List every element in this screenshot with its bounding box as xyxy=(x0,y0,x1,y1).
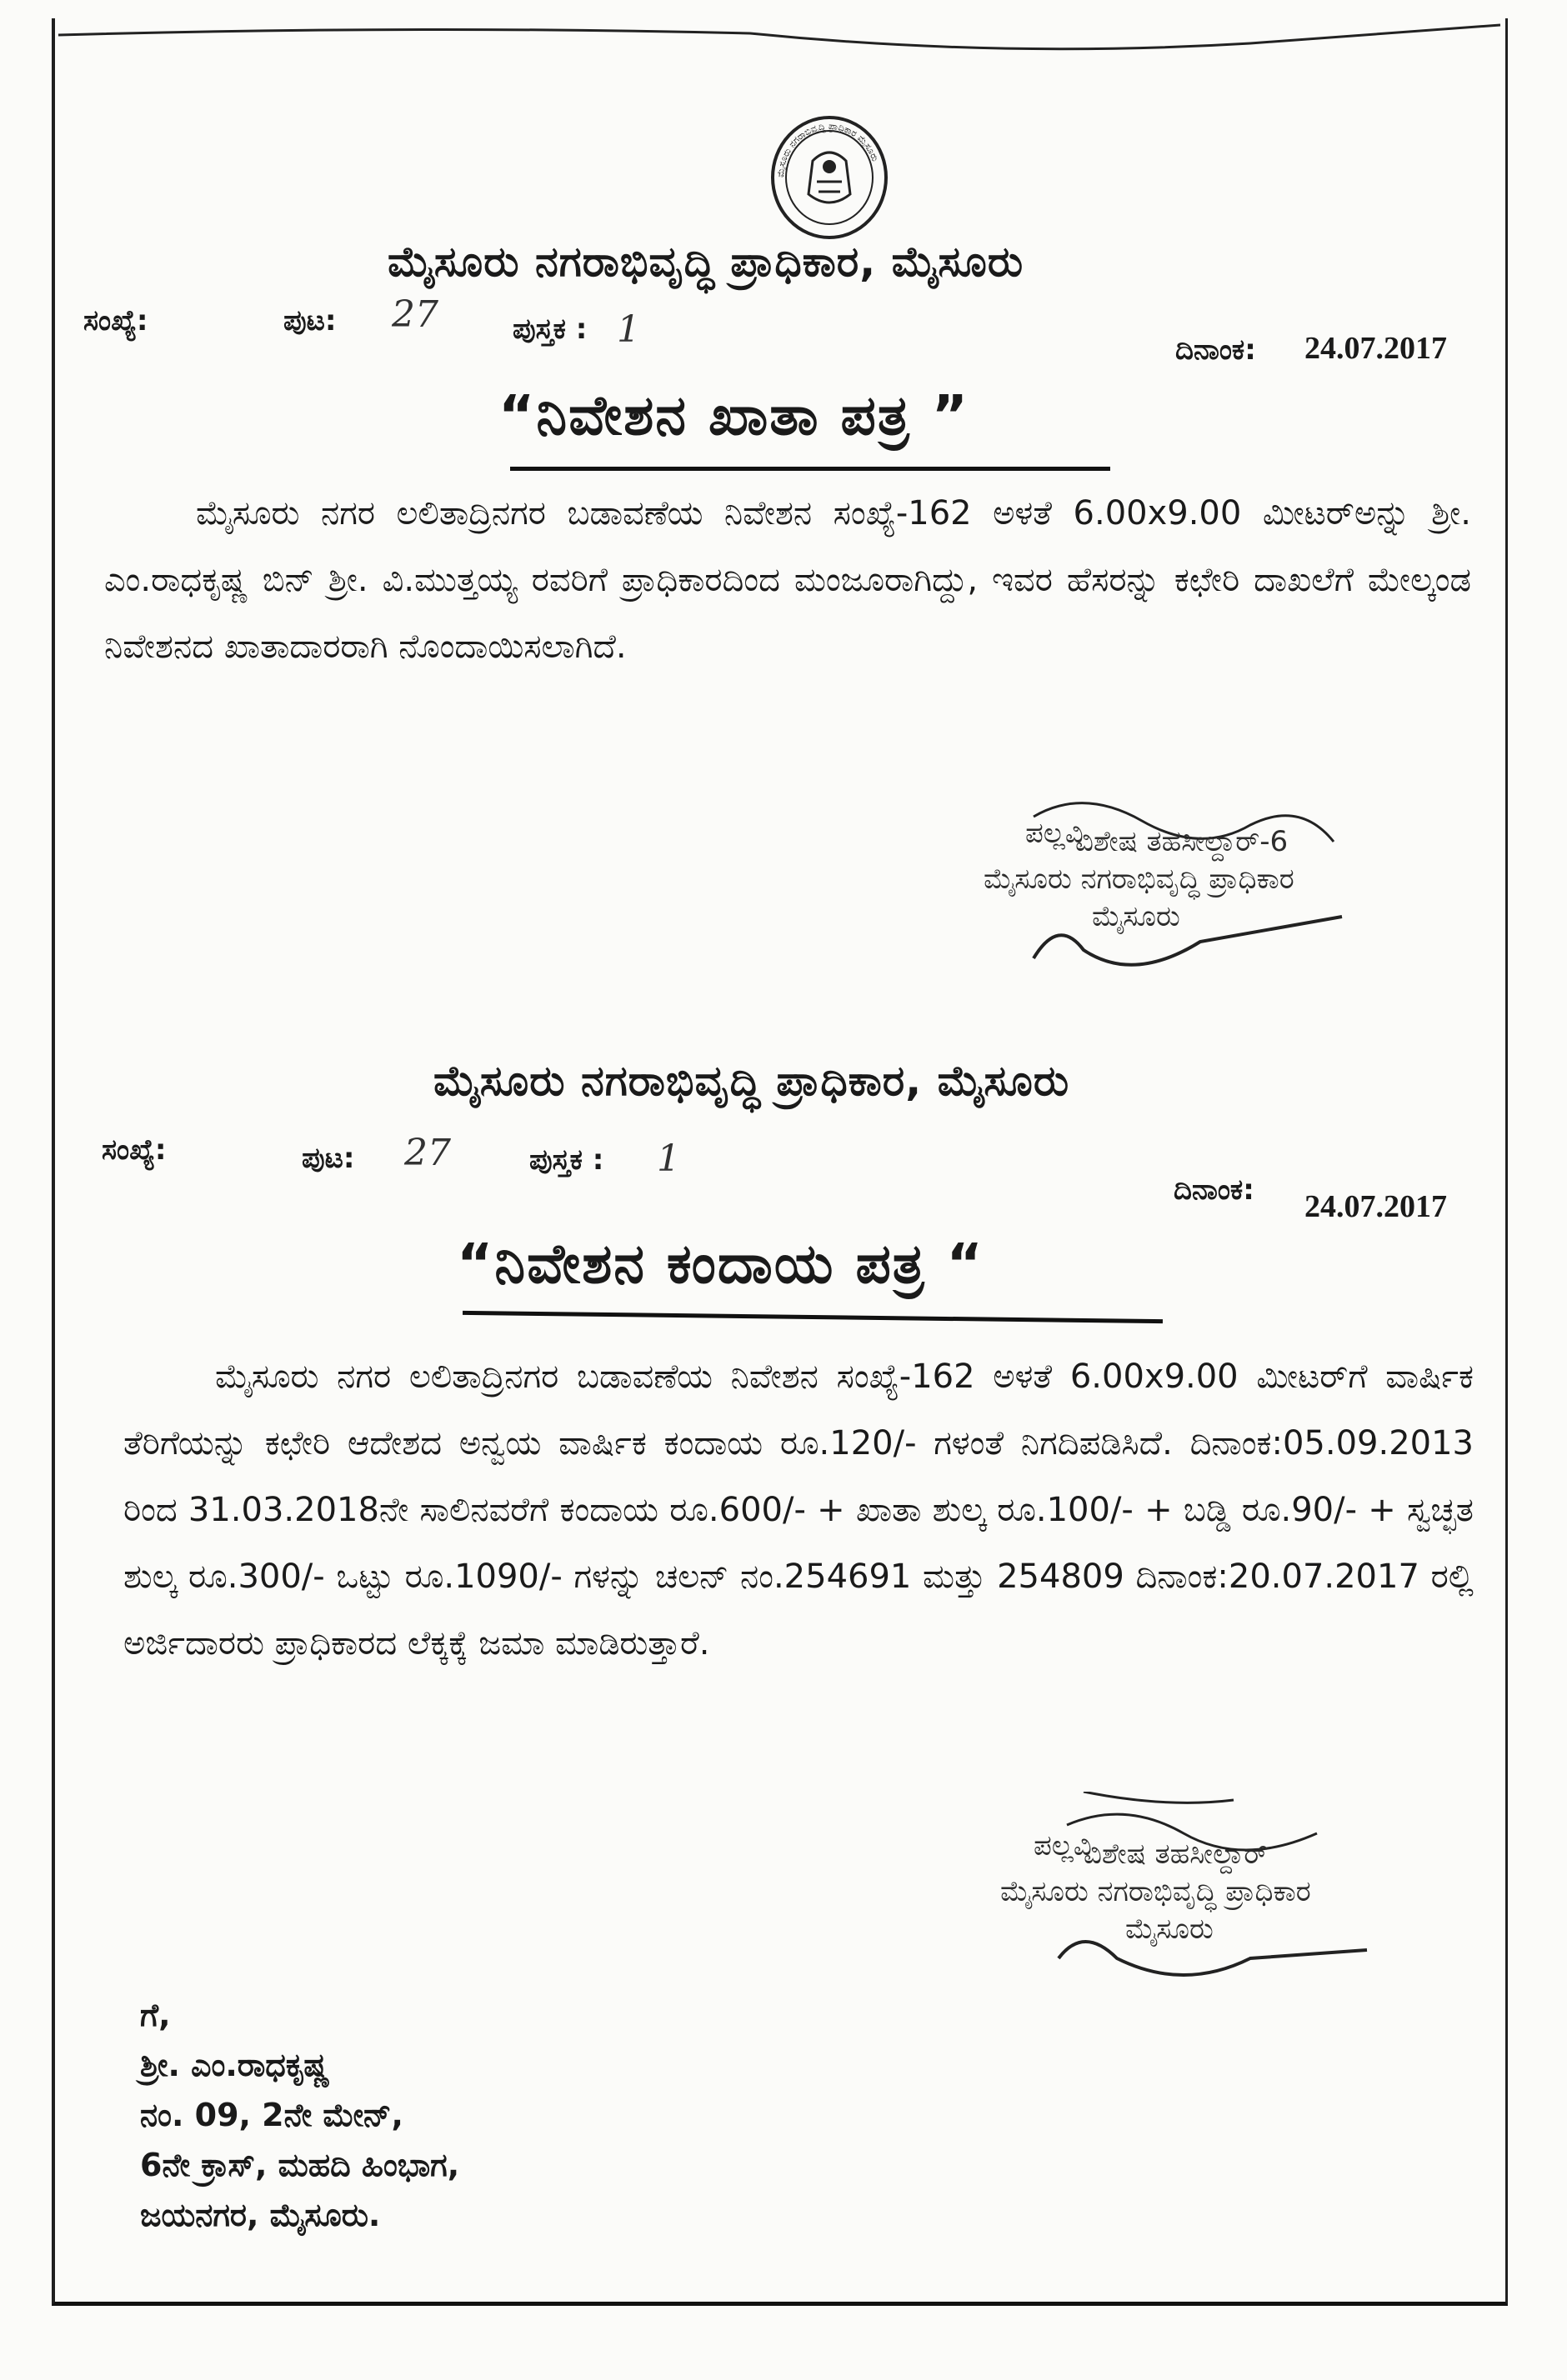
section1-pustaka-value: 1 xyxy=(617,308,640,351)
section1-date-value: 24.07.2017 xyxy=(1304,331,1447,366)
section2-pustaka-label: ಪುಸ್ತಕ : xyxy=(529,1143,604,1177)
address-line2: 6ನೇ ಕ್ರಾಸ್, ಮಹದಿ ಹಿಂಭಾಗ, xyxy=(140,2147,460,2183)
section1-heading: “ನಿವೇಶನ ಖಾತಾ ಪತ್ರ ” xyxy=(498,383,969,448)
section2-org-title: ಮೈಸೂರು ನಗರಾಭಿವೃದ್ಧಿ ಪ್ರಾಧಿಕಾರ, ಮೈಸೂರು xyxy=(433,1057,1070,1105)
section1-heading-underline xyxy=(510,467,1110,471)
section2-puta-value: 27 xyxy=(404,1132,451,1174)
section2-signature-stamp xyxy=(1000,1792,1434,1992)
section2-date-value: 24.07.2017 xyxy=(1304,1189,1447,1224)
section1-puta-label: ಪುಟ: xyxy=(283,304,337,338)
section1-signature-stamp xyxy=(984,792,1417,983)
section2-signature-designation: ವಿಶೇಷ ತಹಸೀಲ್ದಾರ್ xyxy=(1084,1838,1269,1871)
section1-pustaka-label: ಪುಸ್ತಕ : xyxy=(513,312,588,346)
section1-body-text: ಮೈಸೂರು ನಗರ ಲಲಿತಾದ್ರಿನಗರ ಬಡಾವಣೆಯ ನಿವೇಶನ ಸಂಖ್ಯೆ-162 ಅಳತೆ 6.00x9.00 ಮೀಟರ್‌ಅನ್ನು ಶ್ರೀ. ಎಂ.ರಾಧಕೃಷ್ಣ ಬಿನ್ ಶ್ರೀ. ವಿ.ಮುತ್ತಯ್ಯ ರವರಿಗೆ ಪ್ರಾಧಿಕಾರದಿಂದ ಮಂಜೂರಾಗಿದ್ದು, ಇವರ ಹೆಸರನ್ನು ಕಛೇರಿ ದಾಖಲೆಗೆ ಮೇಲ್ಕಂಡ ನಿವೇಶನದ ಖಾತಾದಾರರಾಗಿ ನೊಂದಾಯಿಸಲಾಗಿದೆ. xyxy=(104,494,1471,666)
svg-text:ಮೈಸೂರು ನಗರಾಭಿವೃದ್ಧಿ ಪ್ರಾಧಿಕಾರ: ಮೈಸೂರು ನಗರಾಭಿವೃದ್ಧಿ ಪ್ರಾಧಿಕಾರ ಮೈಸೂರು xyxy=(774,120,881,178)
section2-signature-name: ಪಲ್ಲವಿ xyxy=(1034,1829,1092,1862)
section1-date-label: ದಿನಾಂಕ: xyxy=(1175,333,1256,367)
address-name: ಶ್ರೀ. ಎಂ.ರಾಧಕೃಷ್ಣ xyxy=(140,2047,330,2083)
section1-puta-value: 27 xyxy=(392,293,438,336)
section2-puta-label: ಪುಟ: xyxy=(302,1142,355,1175)
section2-body-text: ಮೈಸೂರು ನಗರ ಲಲಿತಾದ್ರಿನಗರ ಬಡಾವಣೆಯ ನಿವೇಶನ ಸಂಖ್ಯೆ-162 ಅಳತೆ 6.00x9.00 ಮೀಟರ್‌ಗೆ ವಾರ್ಷಿಕ ತೆರಿಗೆಯನ್ನು ಕಛೇರಿ ಆದೇಶದ ಅನ್ವಯ ವಾರ್ಷಿಕ ಕಂದಾಯ ರೂ.120/- ಗಳಂತೆ ನಿಗದಿಪಡಿಸಿದೆ. ದಿನಾಂಕ:05.09.2013 ರಿಂದ 31.03.2018ನೇ ಸಾಲಿನವರೆಗೆ ಕಂದಾಯ ರೂ.600/- + ಖಾತಾ ಶುಲ್ಕ ರೂ.100/- + ಬಡ್ಡಿ ರೂ.90/- + ಸ್ವಚ್ಛತ ಶುಲ್ಕ ರೂ.300/- ಒಟ್ಟು ರೂ.1090/- ಗಳನ್ನು ಚಲನ್ ನಂ.254691 ಮತ್ತು 254809 ದಿನಾಂಕ:20.07.2017 ರಲ್ಲಿ ಅರ್ಜಿದಾರರು ಪ್ರಾಧಿಕಾರದ ಲೆಕ್ಕಕ್ಕೆ ಜಮಾ ಮಾಡಿರುತ್ತಾರೆ. xyxy=(123,1358,1474,1662)
section2-date-label: ದಿನಾಂಕ: xyxy=(1174,1173,1254,1207)
section2-heading: “ನಿವೇಶನ ಕಂದಾಯ ಪತ್ರ “ xyxy=(457,1232,984,1296)
section1-signature-city: ಮೈಸೂರು xyxy=(1092,900,1180,933)
seal-emblem-icon xyxy=(767,115,892,240)
address-to: ಗೆ, xyxy=(140,1997,171,2033)
recipient-address xyxy=(140,1990,459,2240)
address-line1: ನಂ. 09, 2ನೇ ಮೇನ್, xyxy=(140,2097,403,2133)
address-line3: ಜಯನಗರ, ಮೈಸೂರು. xyxy=(140,2197,381,2233)
authority-seal xyxy=(767,115,892,240)
section1-signature-office: ಮೈಸೂರು ನಗರಾಭಿವೃದ್ಧಿ ಪ್ರಾಧಿಕಾರ xyxy=(984,862,1294,896)
section2-paragraph xyxy=(123,1343,1474,1677)
section2-pustaka-value: 1 xyxy=(657,1138,680,1180)
section1-paragraph xyxy=(104,480,1471,680)
section1-org-title: ಮೈಸೂರು ನಗರಾಭಿವೃದ್ಧಿ ಪ್ರಾಧಿಕಾರ, ಮೈಸೂರು xyxy=(388,238,1024,286)
section2-signature-city: ಮೈಸೂರು xyxy=(1125,1912,1214,1946)
section1-signature-designation: ವಿಶೇಷ ತಹಸೀಲ್ದಾರ್-6 xyxy=(1075,825,1289,858)
section2-sankhye-label: ಸಂಖ್ಯೆ: xyxy=(102,1133,167,1167)
section1-sankhye-label: ಸಂಖ್ಯೆ: xyxy=(83,304,148,338)
section1-signature-name: ಪಲ್ಲವಿ xyxy=(1025,817,1084,850)
section2-signature-office: ಮೈಸೂರು ನಗರಾಭಿವೃದ್ಧಿ ಪ್ರಾಧಿಕಾರ xyxy=(1000,1875,1311,1908)
